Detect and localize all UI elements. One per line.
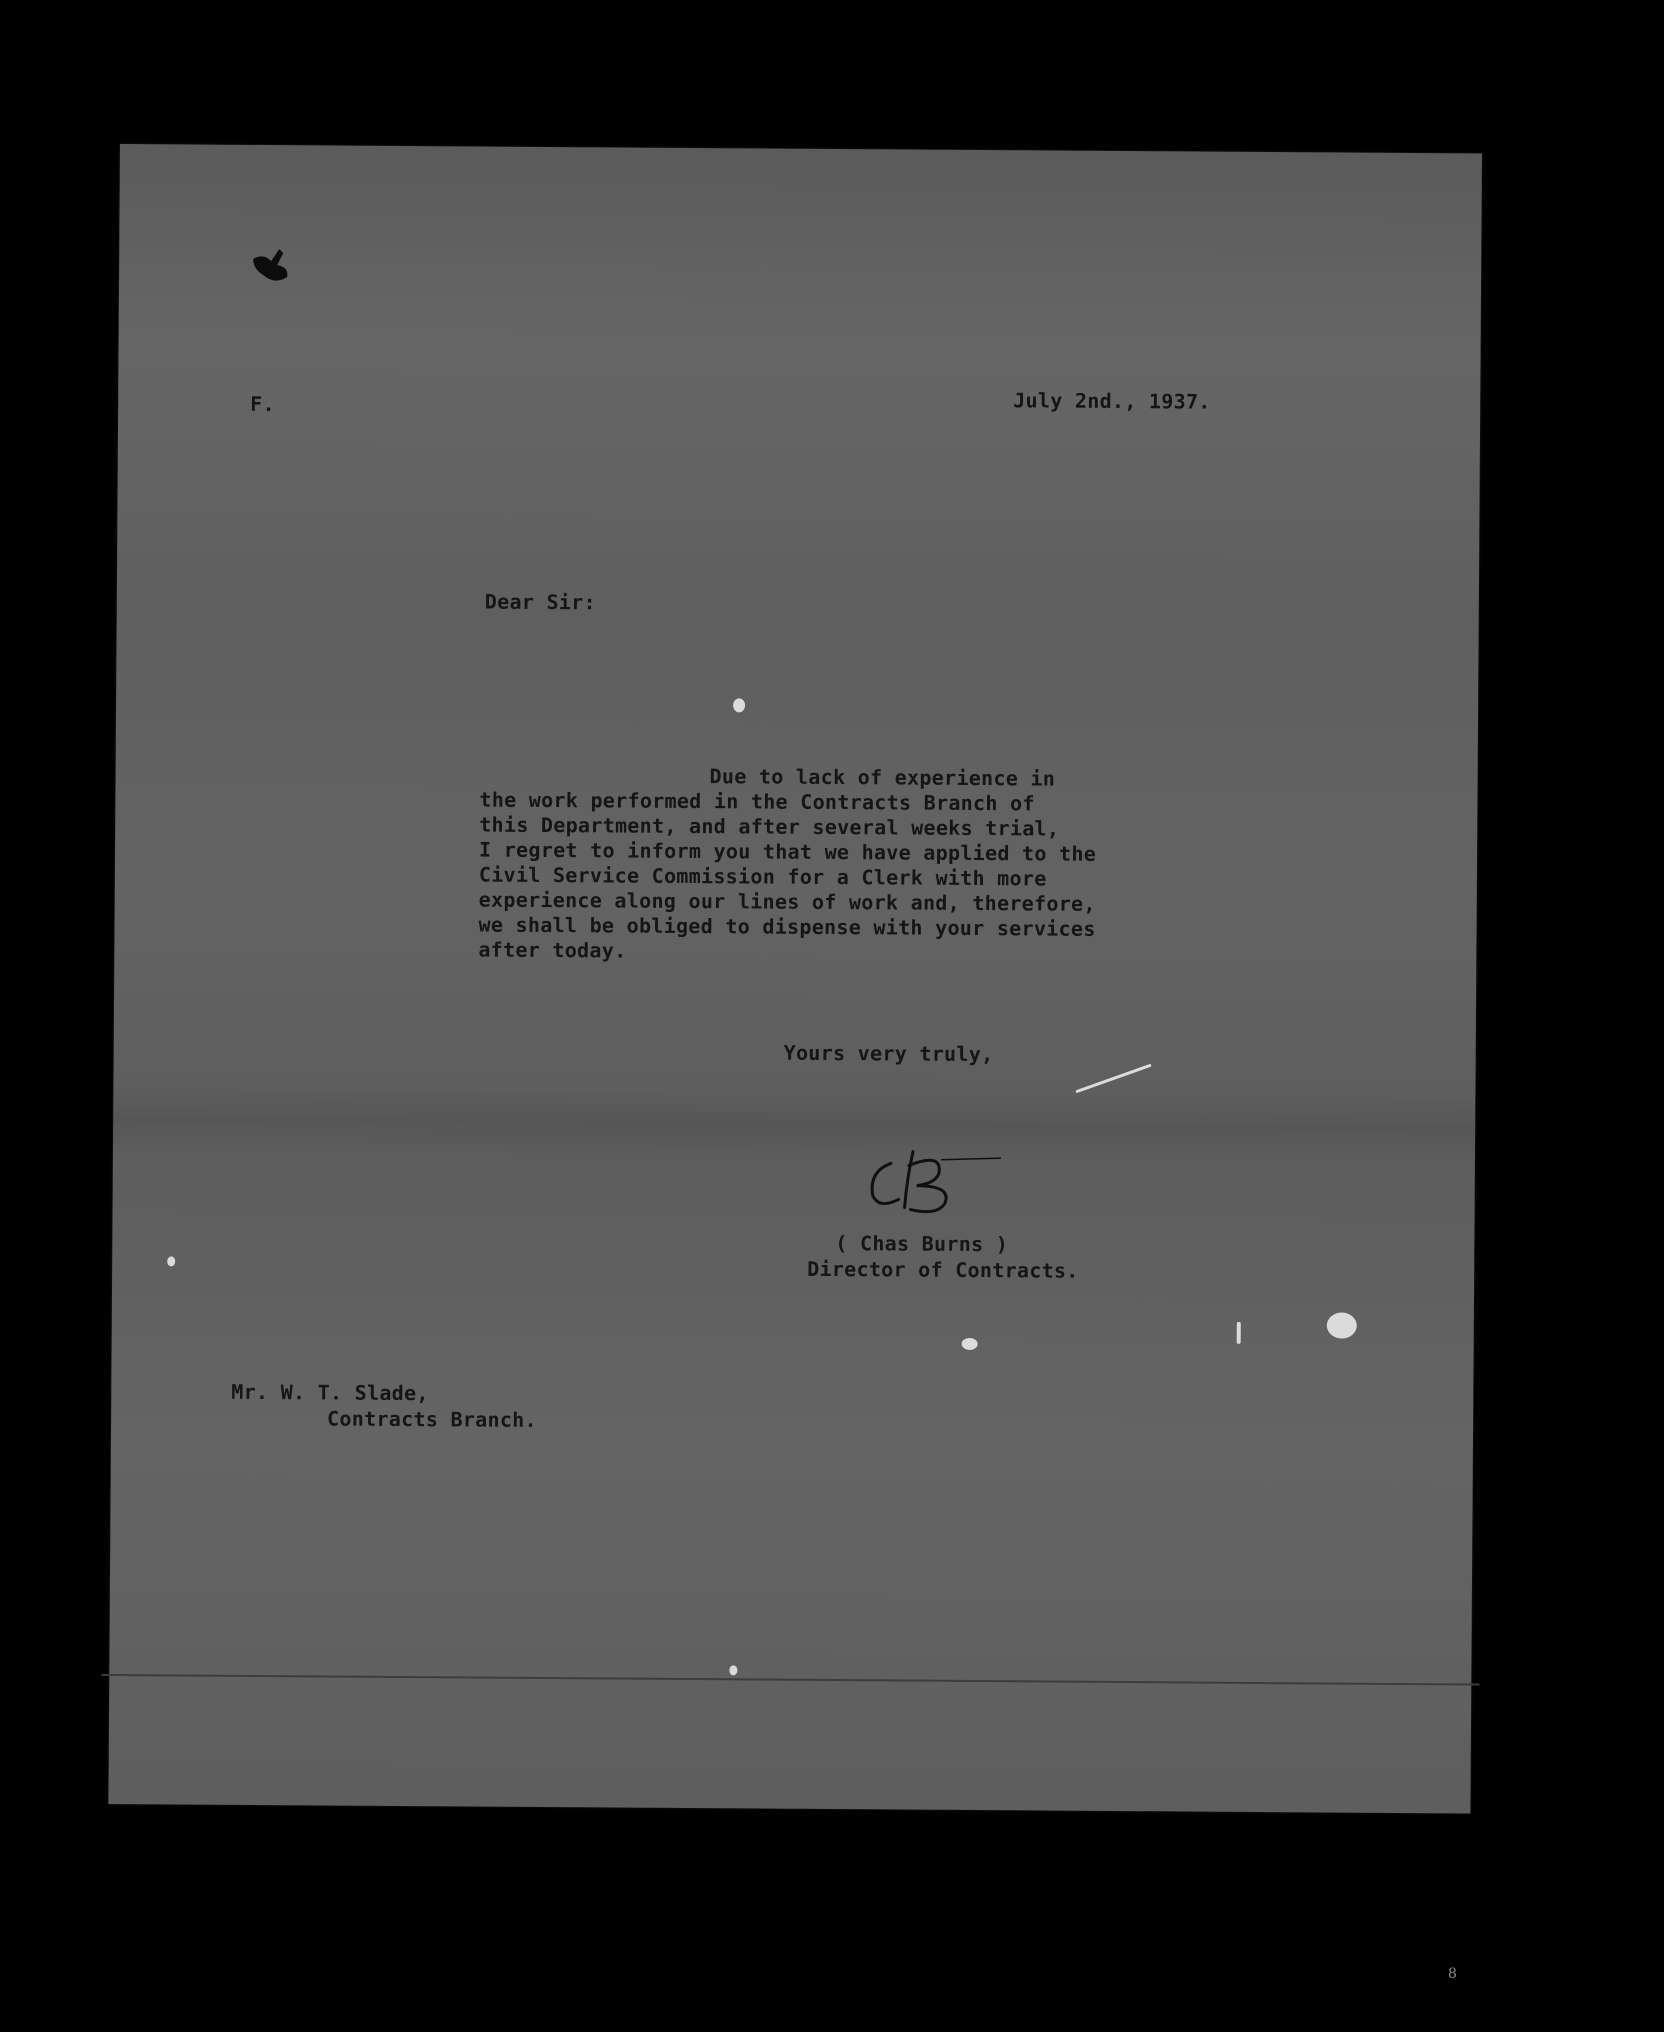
signatory-name: ( Chas Burns ): [835, 1231, 1009, 1257]
body-line: we shall be obliged to dispense with your services: [478, 912, 1096, 941]
file-reference: F.: [250, 391, 275, 417]
handwritten-signature: [860, 1145, 1011, 1222]
file-clip-mark: [249, 245, 291, 285]
film-speck: [733, 698, 745, 712]
film-speck: [167, 1256, 175, 1266]
film-speck: [962, 1338, 978, 1350]
letter-body: [478, 762, 1250, 997]
salutation: Dear Sir:: [484, 589, 596, 615]
film-speck: [729, 1665, 737, 1675]
body-line: the work performed in the Contracts Branch of: [479, 787, 1035, 816]
recipient-name: Mr. W. T. Slade,: [231, 1379, 429, 1406]
letter-date: July 2nd., 1937.: [1013, 388, 1211, 414]
paper-fold-shading: [113, 1084, 1475, 1164]
body-line: I regret to inform you that we have applied to the: [478, 837, 1097, 866]
body-line: Civil Service Commission for a Clerk with more: [478, 862, 1047, 891]
body-line: experience along our lines of work and, therefore,: [478, 887, 1096, 916]
body-line: after today.: [478, 937, 627, 963]
signatory-title: Director of Contracts.: [807, 1256, 1079, 1283]
body-line: Due to lack of experience in: [709, 764, 1056, 791]
recipient-branch: Contracts Branch.: [327, 1406, 537, 1432]
film-speck: [1237, 1322, 1241, 1344]
body-line: this Department, and after several weeks trial,: [479, 812, 1060, 841]
film-speck: [1327, 1312, 1357, 1338]
closing: Yours very truly,: [783, 1040, 994, 1067]
letter-page: [108, 144, 1482, 1813]
film-scratch: [1075, 1064, 1151, 1094]
frame-number: 8: [1448, 1966, 1457, 1982]
